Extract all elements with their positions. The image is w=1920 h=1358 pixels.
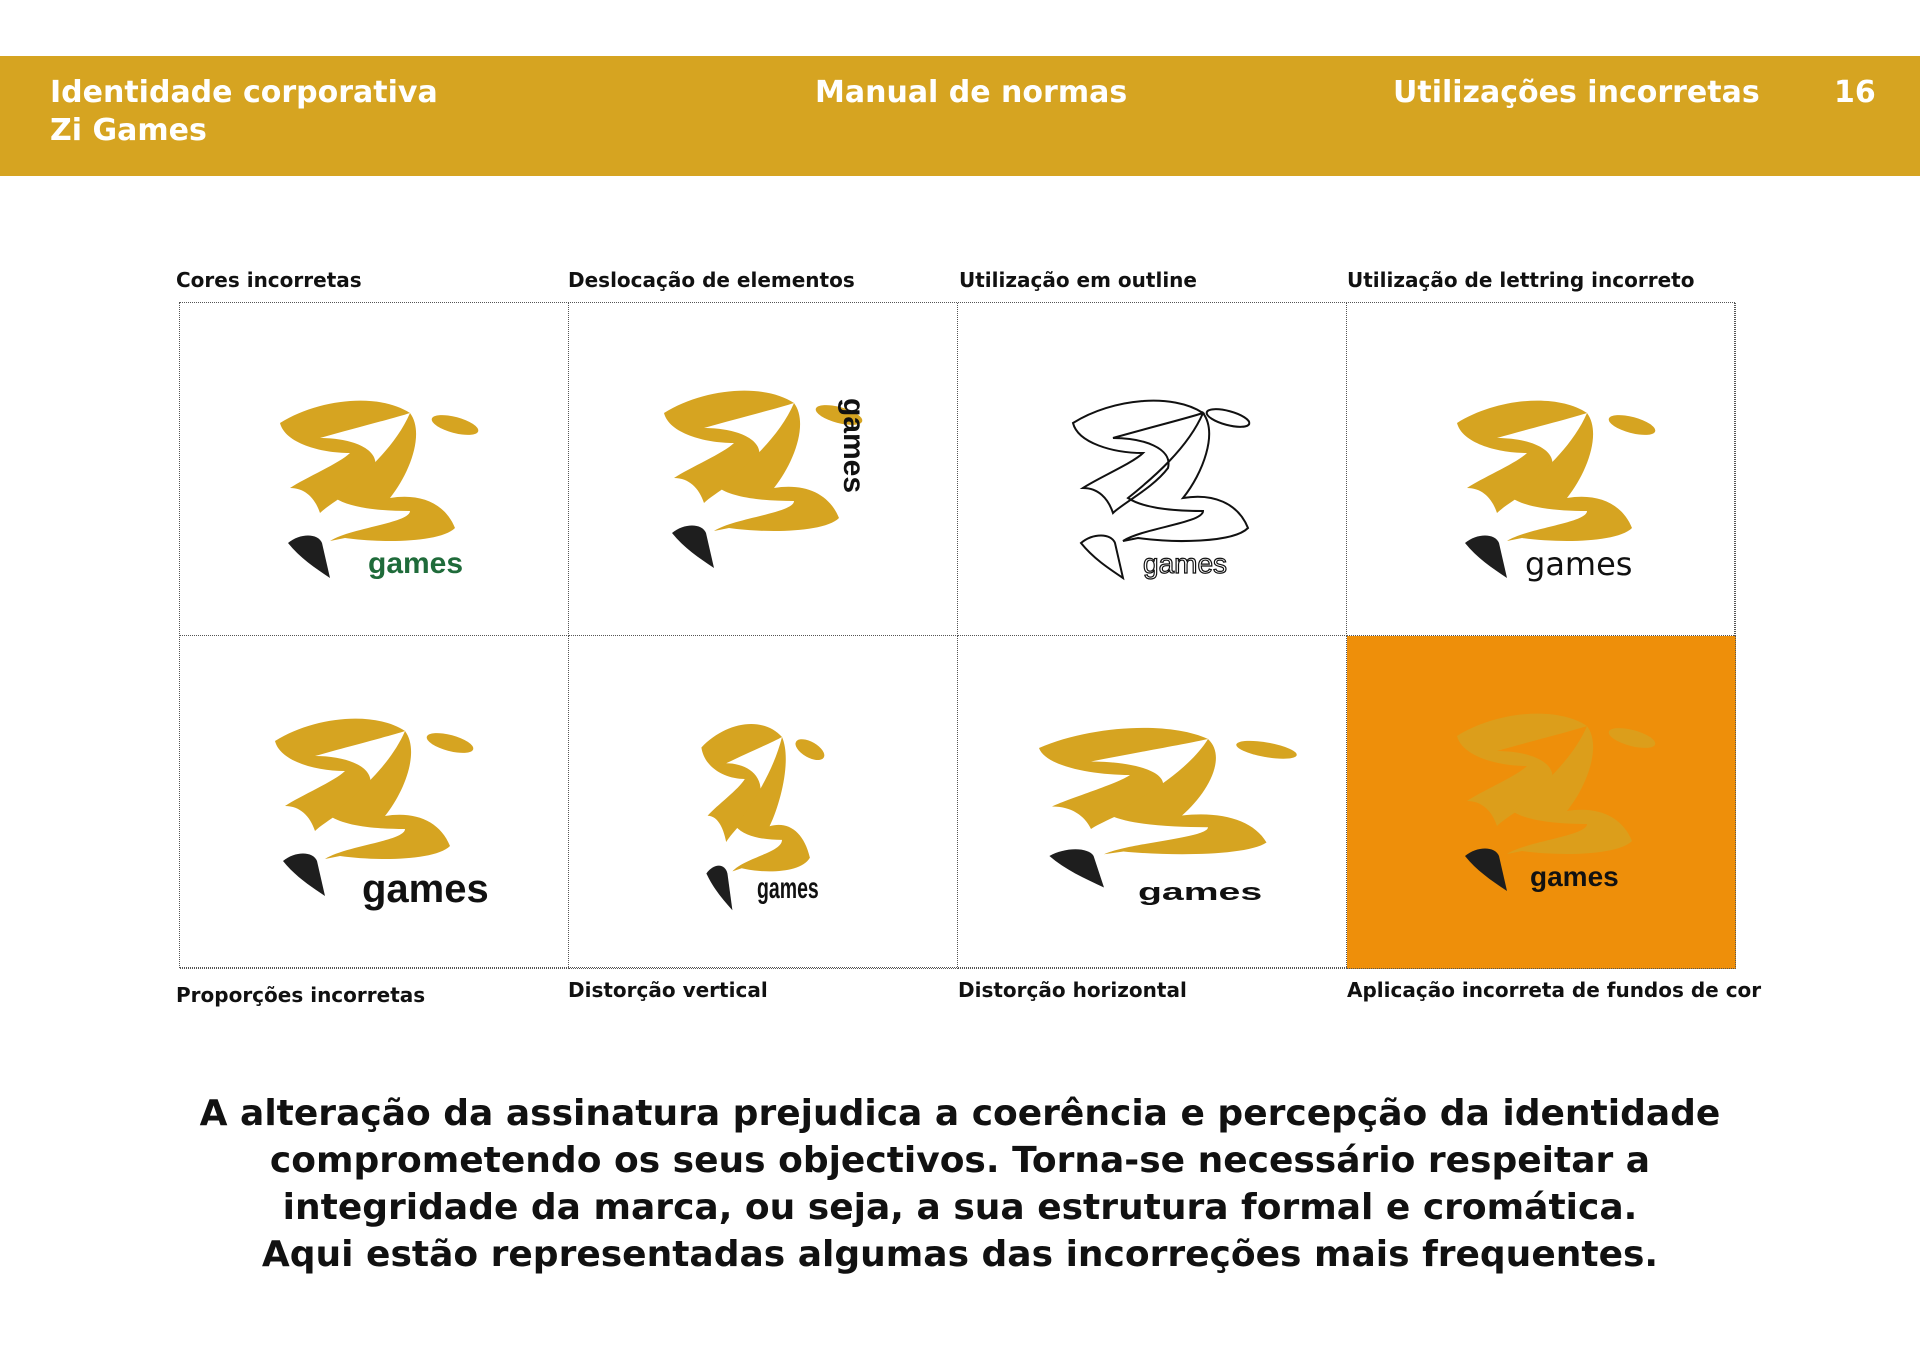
explanation-paragraph xyxy=(0,1090,1920,1278)
logo-wordmark: games xyxy=(1138,878,1263,906)
example-wrong-background xyxy=(1347,636,1736,969)
header-bar xyxy=(0,56,1920,176)
document-title: Identidade corporativa xyxy=(50,75,438,110)
example-vertical-distortion xyxy=(569,636,958,969)
zi-games-logo xyxy=(180,636,569,969)
example-proportions xyxy=(180,636,569,969)
example-label-outline: Utilização em outline xyxy=(959,268,1197,292)
logo-wordmark: games xyxy=(368,547,464,580)
brand-name: Zi Games xyxy=(50,113,207,148)
paragraph-line: Aqui estão representadas algumas das incorreções mais frequentes. xyxy=(261,1234,1659,1275)
manual-title: Manual de normas xyxy=(815,75,1128,110)
example-outline xyxy=(958,303,1347,636)
example-label-proportions: Proporções incorretas xyxy=(176,983,426,1007)
zi-games-logo xyxy=(569,303,958,636)
example-displacement xyxy=(569,303,958,636)
example-label-wrong-background: Aplicação incorreta de fundos de cor xyxy=(1347,978,1762,1002)
paragraph-line: integridade da marca, ou seja, a sua estrutura formal e cromática. xyxy=(282,1187,1638,1228)
example-wrong-colors xyxy=(180,303,569,636)
example-horizontal-distortion xyxy=(958,636,1347,969)
paragraph-line: A alteração da assinatura prejudica a coerência e percepção da identidade xyxy=(199,1093,1721,1134)
example-label-displacement: Deslocação de elementos xyxy=(568,268,855,292)
examples-grid xyxy=(179,302,1735,968)
example-label-vertical-distortion: Distorção vertical xyxy=(568,978,768,1002)
zi-games-logo xyxy=(1347,636,1736,969)
logo-wordmark: games xyxy=(1525,545,1633,583)
logo-wordmark: games xyxy=(1530,861,1619,892)
logo-wordmark: games xyxy=(1143,548,1228,579)
zi-games-logo xyxy=(958,636,1347,969)
zi-games-logo xyxy=(180,303,569,636)
zi-games-logo xyxy=(958,303,1347,636)
section-title: Utilizações incorretas xyxy=(1393,75,1760,110)
logo-wordmark: games xyxy=(837,398,870,494)
page-number: 16 xyxy=(1834,75,1876,110)
example-lettering xyxy=(1347,303,1736,636)
logo-wordmark: games xyxy=(757,871,819,906)
zi-games-logo xyxy=(569,636,958,969)
paragraph-line: comprometendo os seus objectivos. Torna-se necessário respeitar a xyxy=(269,1140,1651,1181)
logo-wordmark: games xyxy=(362,867,489,911)
example-label-wrong-colors: Cores incorretas xyxy=(176,268,362,292)
example-label-horizontal-distortion: Distorção horizontal xyxy=(958,978,1187,1002)
example-label-lettering: Utilização de lettring incorreto xyxy=(1347,268,1695,292)
zi-games-logo xyxy=(1347,303,1736,636)
